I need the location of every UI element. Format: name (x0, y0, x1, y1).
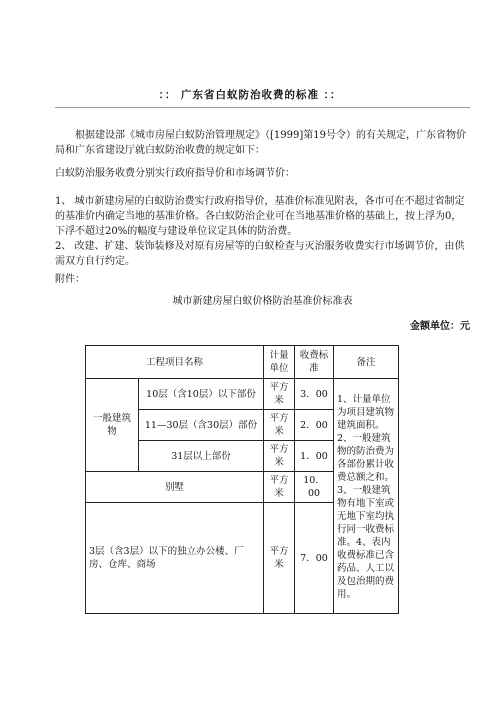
notes-cell: 1、计量单位为项目建筑物建筑面积。2、一般建筑物的防治费为各部份累计收费总额之和。3、一般建筑物有地下室或无地下室均执行同一收费标准。4、表内收费标准已含药品、人工以及包治期的费用。 (334, 379, 399, 614)
table-header-row (86, 346, 399, 379)
header-unit: 计量单位 (264, 346, 295, 379)
row-fee: 2．00 (295, 410, 334, 441)
intro-paragraph: 根据建设部《城市房屋白蚁防治管理规定》（[1999]第19号令）的有关规定，广东省物价局和广东省建设厅就白蚁防治收费的规定如下： (55, 130, 466, 156)
row-name: 31层以上部份 (139, 441, 264, 472)
header-fee: 收费标准 (295, 346, 334, 379)
header-note: 备注 (334, 346, 399, 379)
header-item: 工程项目名称 (86, 346, 264, 379)
row-unit: 平方米 (264, 441, 295, 472)
fee-table (85, 345, 399, 614)
clause-1: 1、 城市新建房屋的白蚁防治费实行政府指导价，基准价标准见附表，各市可在不超过省制定的基准价内确定当地的基准价格。各白蚁防治企业可在当地基准价格的基础上，按上浮为0，下浮不超过20%的幅度与建设单位议定具体的防治费。 (55, 196, 465, 237)
table-row (86, 379, 399, 410)
row-fee: 10．00 (295, 472, 334, 503)
row-fee: 1．00 (295, 441, 334, 472)
group-label: 一般建筑物 (86, 379, 139, 472)
fee-type-paragraph: 白蚁防治服务收费分别实行政府指导价和市场调节价： (55, 168, 295, 179)
row-unit: 平方米 (264, 503, 295, 614)
currency-unit: 金额单位：元 (410, 321, 470, 332)
row-name: 11—30层（含30层）部份 (139, 410, 264, 441)
title-divider (55, 107, 470, 108)
table-title: 城市新建房屋白蚁价格防治基准价标准表 (172, 296, 353, 307)
clause-2: 2、 改建、扩建、装饰装修及对原有房屋等的白蚁检查与灭治服务收费实行市场调节价，由供需双方自行约定。 (55, 241, 465, 267)
row-fee: 7．00 (295, 503, 334, 614)
row-unit: 平方米 (264, 472, 295, 503)
row-name: 3层（含3层）以下的独立办公楼、厂房、仓库、商场 (86, 503, 264, 614)
row-unit: 平方米 (264, 410, 295, 441)
row-unit: 平方米 (264, 379, 295, 410)
attachment-label: 附件： (55, 274, 85, 285)
row-fee: 3．00 (295, 379, 334, 410)
row-name: 10层（含10层）以下部份 (139, 379, 264, 410)
row-name: 别墅 (86, 472, 264, 503)
page-title: ：： 广东省白蚁防治收费的标准 ：： (158, 89, 342, 101)
